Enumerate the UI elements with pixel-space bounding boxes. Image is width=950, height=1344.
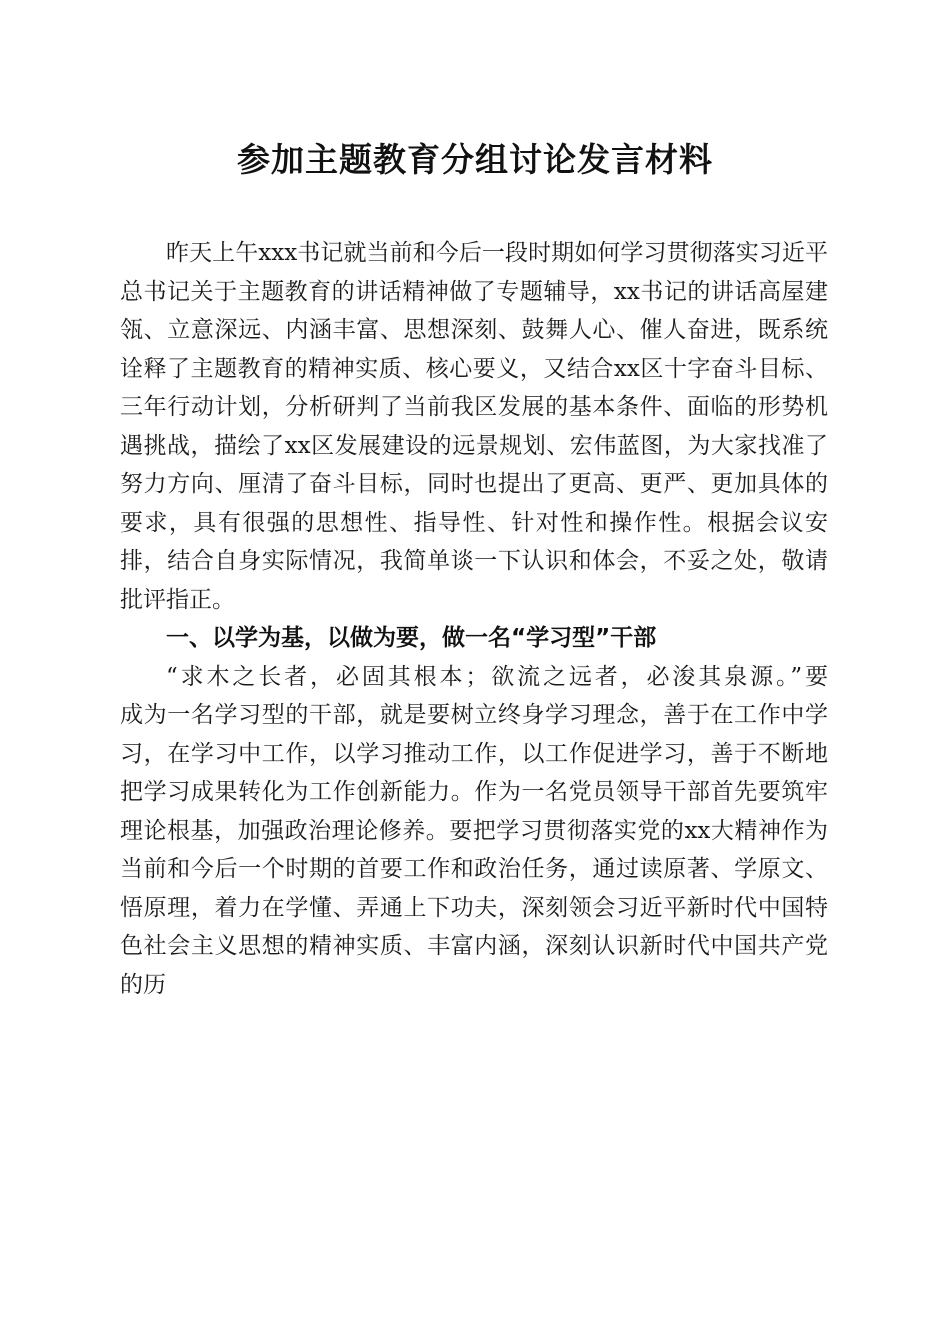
document-title: 参加主题教育分组讨论发言材料 [237,140,713,179]
document-body [120,234,828,1004]
intro-paragraph: 昨天上午xxx书记就当前和今后一段时期如何学习贯彻落实习近平总书记关于主题教育的讲话精神做了专题辅导，xx书记的讲话高屋建瓴、立意深远、内涵丰富、思想深刻、鼓舞人心、催人奋进，既系统诠释了主题教育的精神实质、核心要义，又结合xx区十字奋斗目标、三年行动计划，分析研判了当前我区发展的基本条件、面临的形势机遇挑战，描绘了xx区发展建设的远景规划、宏伟蓝图，为大家找准了努力方向、厘清了奋斗目标，同时也提出了更高、更严、更加具体的要求，具有很强的思想性、指导性、针对性和操作性。根据会议安排，结合自身实际情况，我简单谈一下认识和体会，不妥之处，敬请批评指正。 [120,240,828,613]
section-1-paragraph [120,658,828,1005]
section-heading-1: 一、以学为基，以做为要，做一名“学习型”干部 [166,625,657,651]
section-1-quote: “求木之长者，必固其根本；欲流之远者，必浚其泉源。” [166,663,805,690]
section-1-text: 要成为一名学习型的干部，就是要树立终身学习理念，善于在工作中学习，在学习中工作，以学习推动工作，以工作促进学习，善于不断地把学习成果转化为工作创新能力。作为一名党员领导干部首先要筑牢理论根基，加强政治理论修养。要把学习贯彻落实党的xx大精神作为当前和今后一个时期的首要工作和政治任务，通过读原著、学原文、悟原理，着力在学懂、弄通上下功夫，深刻领会习近平新时代中国特色社会主义思想的精神实质、丰富内涵，深刻认识新时代中国共产党的历 [120,663,828,998]
